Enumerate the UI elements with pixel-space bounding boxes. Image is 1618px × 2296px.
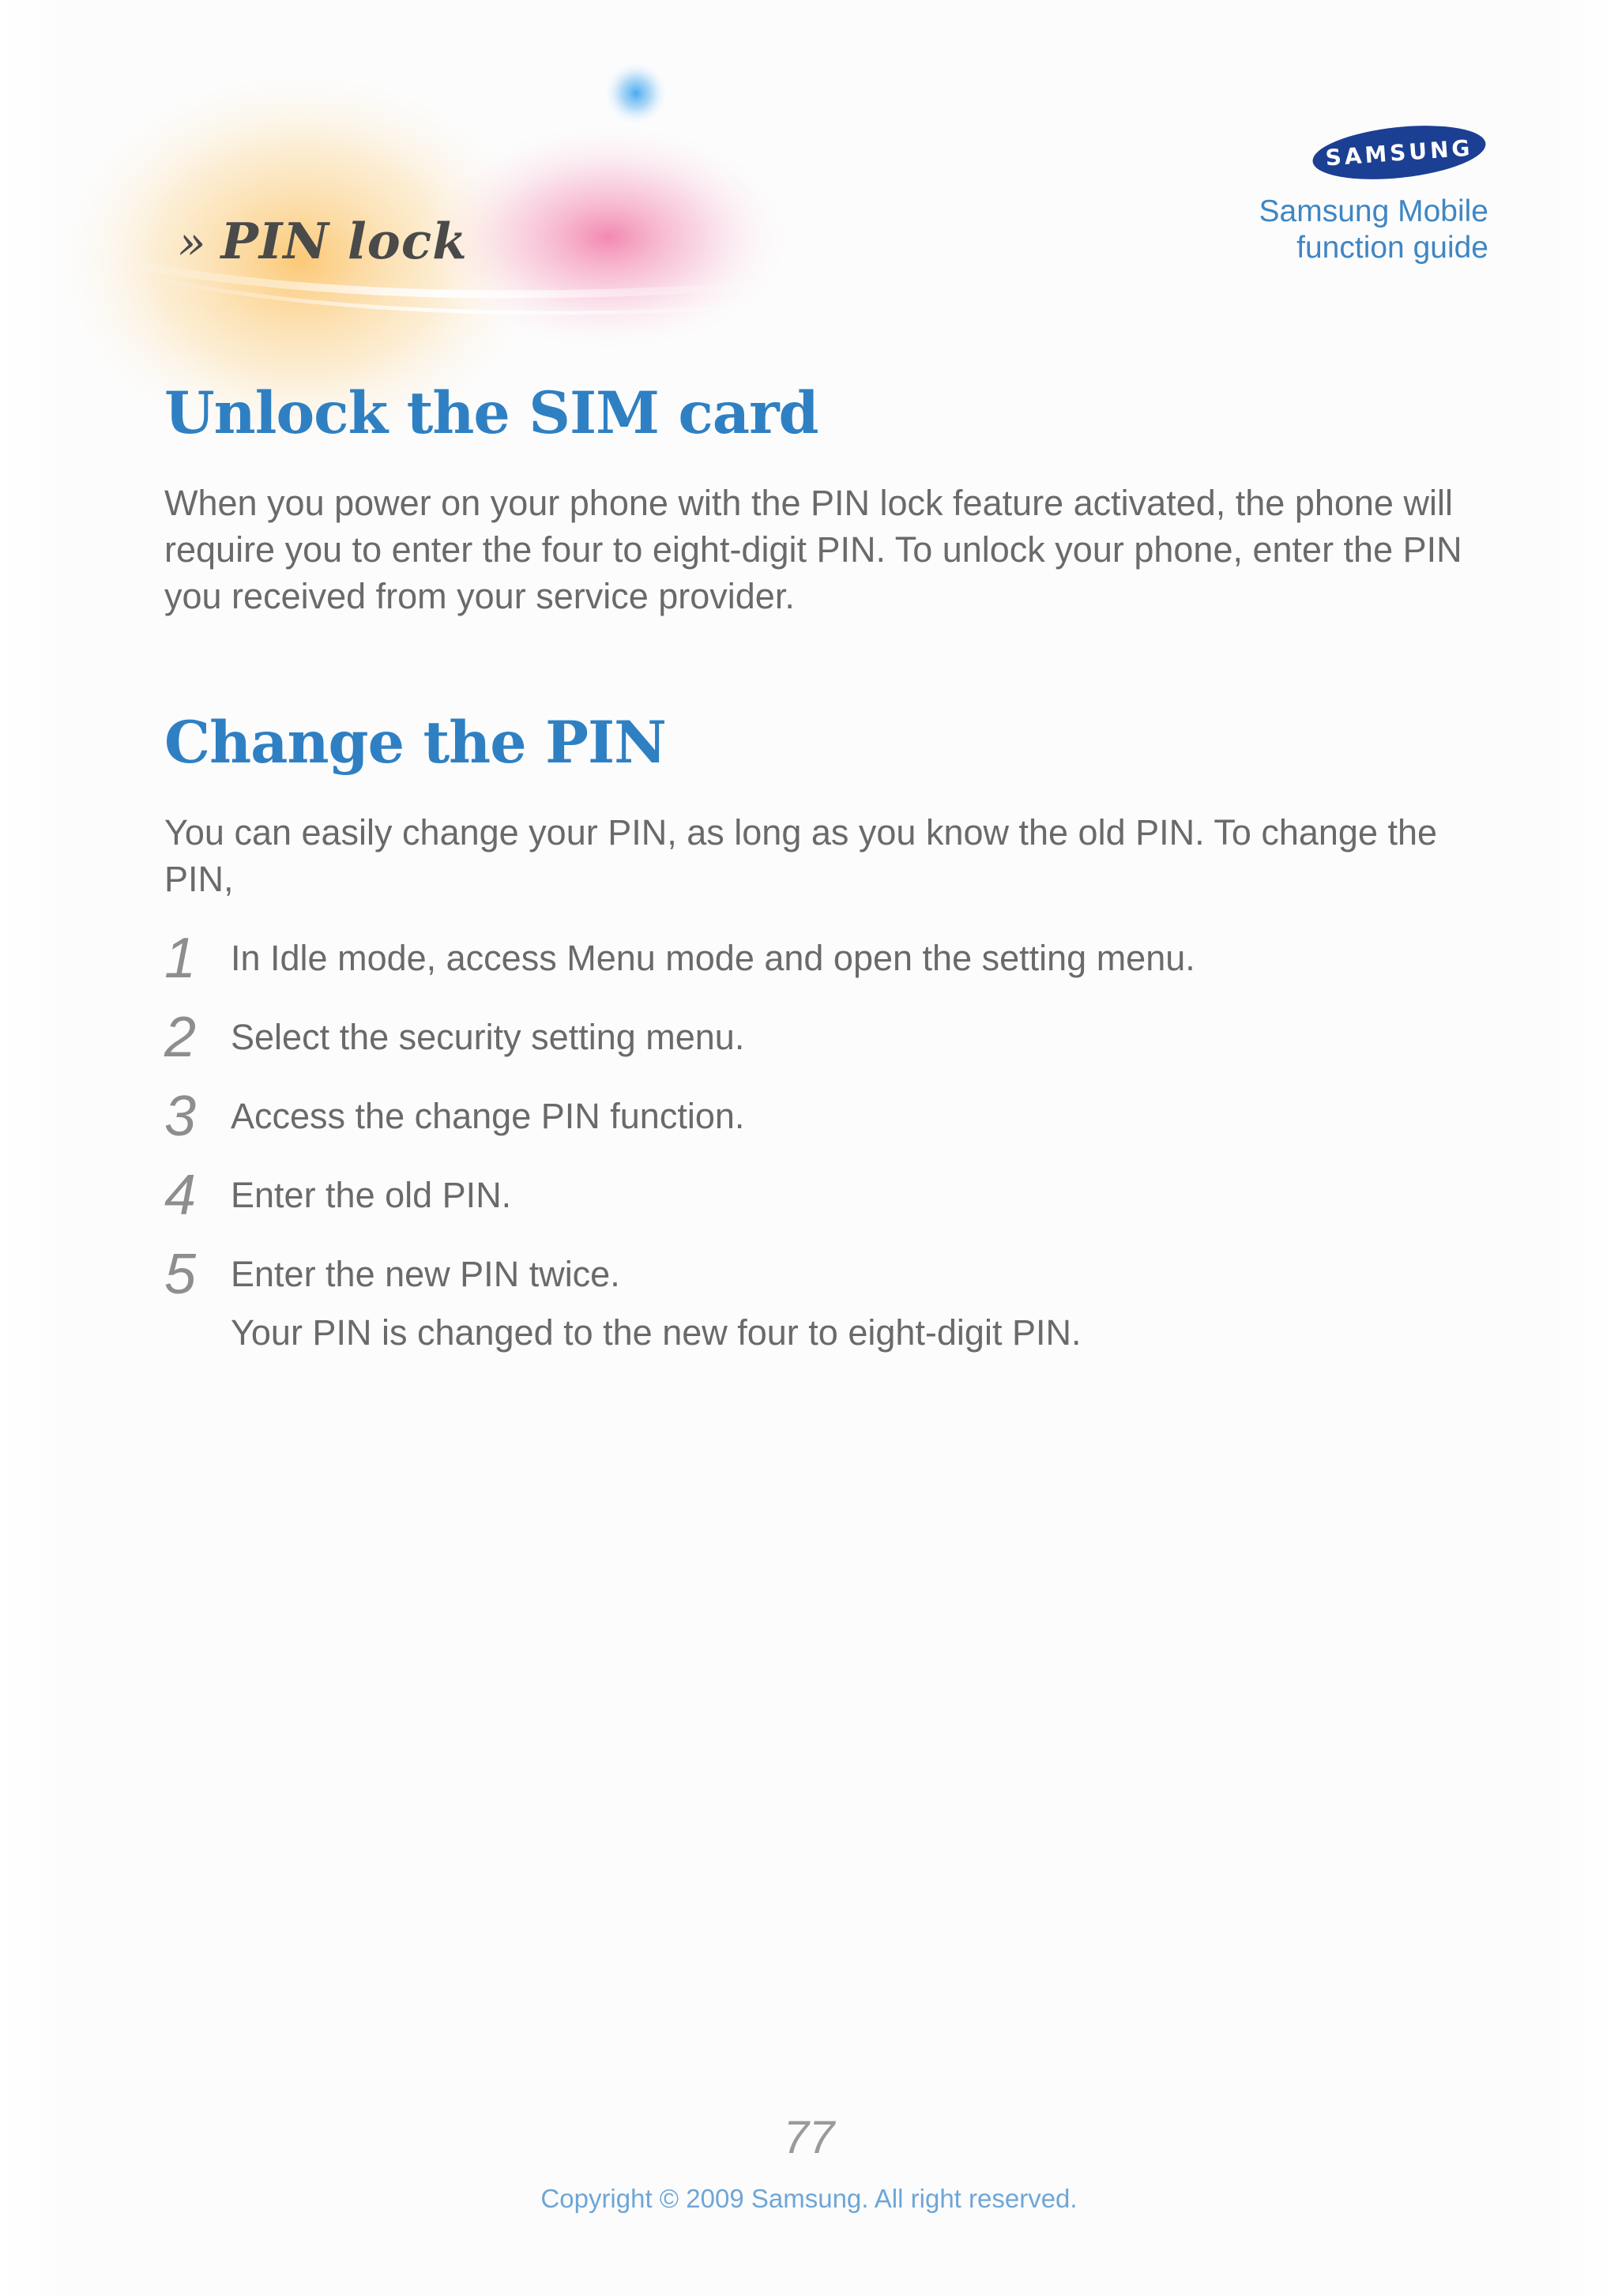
step-text: In Idle mode, access Menu mode and open the setting menu. bbox=[231, 938, 1195, 978]
step-4 bbox=[164, 1164, 1476, 1235]
logo-wordmark: SAMSUNG bbox=[1324, 134, 1474, 171]
guide-label-line-2: function guide bbox=[1296, 231, 1488, 265]
samsung-logo bbox=[1310, 120, 1488, 185]
breadcrumb-chevron: » bbox=[178, 216, 207, 269]
guide-label bbox=[1259, 194, 1488, 266]
step-5 bbox=[164, 1243, 1476, 1314]
step-text: Enter the old PIN. bbox=[231, 1175, 512, 1215]
step-text: Enter the new PIN twice. bbox=[231, 1254, 620, 1294]
heading-change-pin: Change the PIN bbox=[164, 709, 666, 777]
paragraph-unlock-sim: When you power on your phone with the PIN lock feature activated, the phone will require you to enter the four to eight-digit PIN. To unlock your phone, enter the PIN you received from your service provider. bbox=[164, 483, 1462, 616]
step-text: Access the change PIN function. bbox=[231, 1096, 745, 1136]
step-2 bbox=[164, 1006, 1476, 1077]
step-number: 3 bbox=[164, 1085, 197, 1148]
step-number: 1 bbox=[164, 927, 197, 990]
step-text: Select the security setting menu. bbox=[231, 1017, 745, 1057]
heading-unlock-sim: Unlock the SIM card bbox=[164, 379, 818, 447]
step-number: 4 bbox=[164, 1164, 197, 1227]
step-number: 5 bbox=[164, 1243, 197, 1306]
breadcrumb-label: PIN lock bbox=[220, 212, 468, 270]
guide-label-line-1: Samsung Mobile bbox=[1259, 194, 1488, 228]
step-3 bbox=[164, 1085, 1476, 1156]
step-5-note: Your PIN is changed to the new four to eight-digit PIN. bbox=[231, 1312, 1082, 1353]
step-number: 2 bbox=[164, 1006, 197, 1069]
breadcrumb-title bbox=[178, 212, 468, 270]
page-number: 77 bbox=[783, 2112, 835, 2163]
copyright-notice: Copyright © 2009 Samsung. All right reserved. bbox=[540, 2184, 1078, 2213]
step-1 bbox=[164, 927, 1476, 998]
paragraph-change-pin: You can easily change your PIN, as long as you know the old PIN. To change the PIN, bbox=[164, 812, 1438, 899]
